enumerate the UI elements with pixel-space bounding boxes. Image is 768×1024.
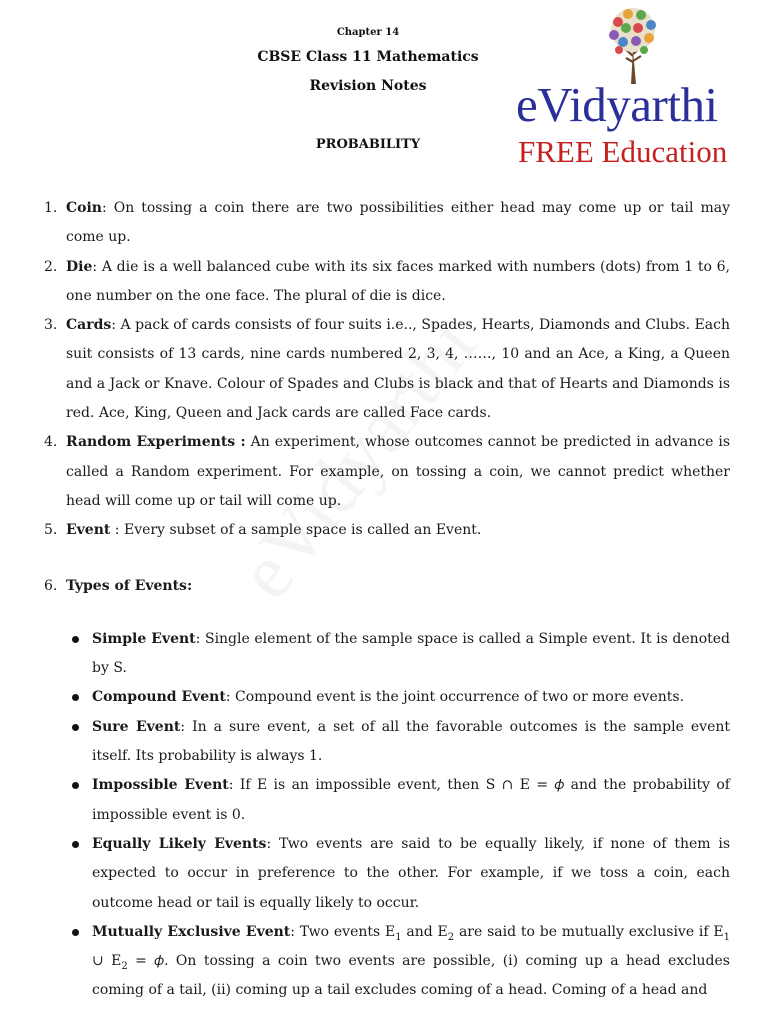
- bullet-text: : Two events are said to be equally likely, if none of them is expected to occur in preference to the other. For example, if we toss a coin, each outcome head or tail is equally likely to occur.: [92, 835, 730, 911]
- bullet-item: [0, 683, 768, 712]
- item-number: 2.: [44, 258, 58, 275]
- item-term: Random Experiments :: [66, 434, 246, 451]
- subscript: 1: [723, 931, 730, 943]
- item-text: : A die is a well balanced cube with its six faces marked with numbers (dots) from 1 to 6, one number on the one face. The plural of die is dice.: [66, 258, 730, 304]
- bullet-term: Impossible Event: [92, 777, 229, 794]
- logo-tagline: FREE Education: [518, 134, 728, 169]
- notes-title: Revision Notes: [309, 78, 427, 94]
- item-text: : A pack of cards consists of four suits i.e.., Spades, Hearts, Diamonds and Clubs. Each suit consists of 13 cards, nine cards numbered 2, 3, 4, ……, 10 and an Ace, a King, a Queen and a Jack or Knave. Colour of Spades and Clubs is black and that of Hearts and Diamonds is red. Ace, King, Queen and Jack cards are called Face cards.: [66, 317, 730, 422]
- bullet-icon: [72, 694, 79, 701]
- bullet-icon: [72, 782, 79, 789]
- item-number: 6.: [44, 577, 58, 594]
- list-item: [0, 311, 768, 428]
- item-text: : On tossing a coin there are two possibilities either head may come up or tail may come up.: [66, 200, 730, 246]
- list-item: [0, 428, 768, 516]
- item-term: Event: [66, 522, 111, 539]
- item-number: 1.: [44, 200, 58, 216]
- bullet-item: [0, 771, 768, 830]
- item-number: 3.: [44, 317, 58, 334]
- bullet-icon: [72, 929, 79, 936]
- list-item: [0, 253, 768, 312]
- bullet-text: ∪ E: [92, 953, 122, 970]
- bullet-text: = 𝜙. On tossing a coin two events are possible, (i) coming up a head excludes coming of a tail, (ii) coming up a tail excludes coming of a head. Coming of a head and: [92, 953, 730, 999]
- item-text: : Every subset of a sample space is called an Event.: [110, 522, 482, 539]
- bullet-text: : Single element of the sample space is called a Simple event. It is denoted by S.: [92, 630, 730, 677]
- subscript: 1: [395, 931, 402, 943]
- chapter-label: Chapter 14: [336, 27, 400, 38]
- item-number: 5.: [44, 522, 58, 539]
- item-term: Cards: [66, 317, 112, 334]
- item-text: An experiment, whose outcomes cannot be predicted in advance is called a Random experiment. For example, on tossing a coin, we cannot predict whether head will come up or tail will come up.: [66, 434, 731, 509]
- bullet-text: : If E is an impossible event, then S ∩ E = 𝜙 and the probability of impossible event is 0.: [92, 777, 730, 823]
- item-number: 4.: [44, 434, 58, 451]
- evidyarthi-logo: [512, 6, 748, 178]
- item-term: Coin: [66, 200, 102, 216]
- subscript: 2: [447, 931, 455, 943]
- subscript: 2: [121, 960, 128, 972]
- notes-content: [0, 194, 768, 1006]
- bullet-icon: [72, 724, 79, 731]
- page-header: [0, 0, 768, 190]
- bullet-text: : Two events E: [290, 923, 396, 940]
- bullet-item: [0, 713, 768, 772]
- types-title: Types of Events:: [66, 577, 193, 594]
- bullet-text: : In a sure event, a set of all the favorable outcomes is the sample event itself. Its probability is always 1.: [92, 718, 730, 765]
- subject-title: CBSE Class 11 Mathematics: [257, 49, 479, 65]
- list-item: [0, 194, 768, 253]
- event-types-list: [0, 625, 768, 1006]
- bullet-icon: [72, 636, 79, 643]
- bullet-icon: [72, 841, 79, 848]
- bullet-text: : Compound event is the joint occurrence of two or more events.: [225, 689, 685, 706]
- item-term: Die: [66, 258, 93, 275]
- bullet-text: and E: [401, 923, 448, 940]
- tree-icon: [598, 6, 668, 84]
- bullet-term: Compound Event: [92, 689, 226, 706]
- types-heading: [0, 572, 768, 601]
- bullet-term: Sure Event: [92, 718, 181, 735]
- bullet-item: [0, 625, 768, 684]
- list-item: [0, 516, 768, 545]
- spacer: [0, 546, 768, 572]
- bullet-term: Simple Event: [92, 630, 196, 647]
- bullet-term: Mutually Exclusive Event: [92, 923, 291, 940]
- bullet-text: are said to be mutually exclusive if E: [454, 923, 724, 940]
- topic-title: PROBABILITY: [315, 137, 421, 152]
- bullet-item: [0, 830, 768, 918]
- bullet-item: [0, 918, 768, 1006]
- logo-name: eVidyarthi: [516, 77, 718, 132]
- bullet-term: Equally Likely Events: [92, 835, 267, 852]
